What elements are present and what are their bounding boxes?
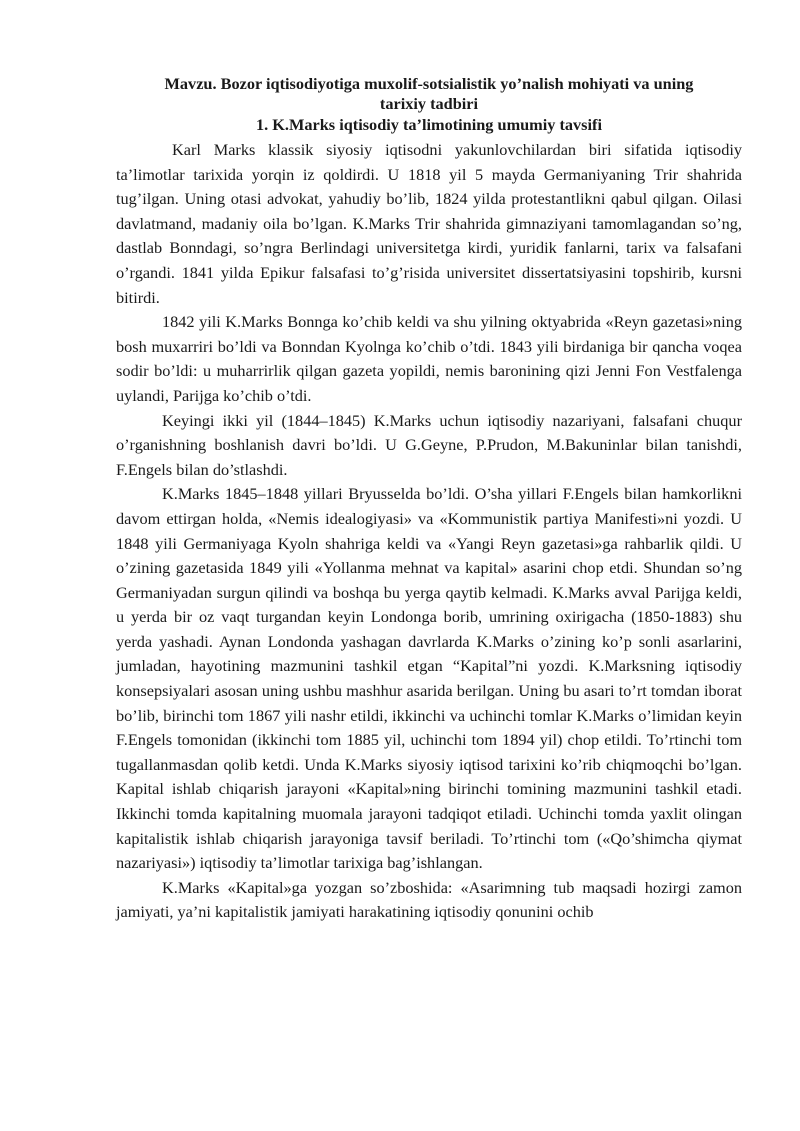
paragraph-3: Keyingi ikki yil (1844–1845) K.Marks uchun iqtisodiy nazariyani, falsafani chuqur o’rganishning boshlanish davri bo’ldi. U G.Geyne, P.Prudon, M.Bakuninlar bilan tanishdi, F.Engels bilan do’stlashdi.	[116, 410, 742, 479]
document-page	[116, 74, 742, 925]
paragraph-2: 1842 yili K.Marks Bonnga ko’chib keldi va shu yilning oktyabrida «Reyn gazetasi»ning bosh muxarriri bo’ldi va Bonndan Kyolnga ko’chib o’tdi. 1843 yili birdaniga bir qancha voqea sodir bo’ldi: u muharrirlik qilgan gazeta yopildi, nemis baronining qizi Jenni Fon Vestfalenga uylandi, Parijga ko’chib o’tdi.	[116, 312, 742, 405]
section-heading: 1. K.Marks iqtisodiy ta’limotining umumiy tavsifi	[255, 115, 602, 134]
paragraph-1: Karl Marks klassik siyosiy iqtisodni yakunlovchilardan biri sifatida iqtisodiy ta’limotlar tarixida yorqin iz qoldirdi. U 1818 yil 5 mayda Germaniyaning Trir shahrida tug’ilgan. Uning otasi advokat, yahudiy bo’lib, 1824 yilda protestantlikni qabul qilgan. Oilasi davlatmand, madaniy oila bo’lgan. K.Marks Trir shahrida gimnaziyani tamomlagandan so’ng, dastlab Bonndagi, so’ngra Berlindagi universitetga kirdi, yuridik fanlarni, tarix va falsafani o’rgandi. 1841 yilda Epikur falsafasi to’g’risida universitet dissertatsiyasini topshirib, kursni bitirdi.	[116, 140, 742, 307]
document-title-line-2: tarixiy tadbiri	[379, 94, 479, 113]
paragraph-5: K.Marks «Kapital»ga yozgan so’zboshida: «Asarimning tub maqsadi hozirgi zamon jamiyati, ya’ni kapitalistik jamiyati harakatining iqtisodiy qonunini ochib	[116, 877, 742, 922]
document-title-line-1: Mavzu. Bozor iqtisodiyotiga muxolif-sotsialistik yo’nalish mohiyati va uning	[164, 74, 694, 93]
paragraph-4: K.Marks 1845–1848 yillari Bryusselda bo’ldi. O’sha yillari F.Engels bilan hamkorlikni davom ettirgan holda, «Nemis idealogiyasi» va «Kommunistik partiya Manifesti»ni yozdi. U 1848 yili Germaniyaga Kyoln shahriga keldi va «Yangi Reyn gazetasi»ga rahbarlik qildi. U o’zining gazetasida 1849 yili «Yollanma mehnat va kapital» asarini chop etdi. Shundan so’ng Germaniyadan surgun qilindi va boshqa bu yerga qaytib kelmadi. K.Marks avval Parijga keldi, u yerda bir oz vaqt turgandan keyin Londonga borib, umrining oxirigacha (1850-1883) shu yerda yashadi. Aynan Londonda yashagan davrlarda K.Marks o’zining ko’p sonli asarlarini, jumladan, hayotining mazmunini tashkil etgan “Kapital”ni yozdi. K.Marksning iqtisodiy konsepsiyalari asosan uning ushbu mashhur asarida berilgan. Uning bu asari to’rt tomdan iborat bo’lib, birinchi tom 1867 yili nashr etildi, ikkinchi va uchinchi tomlar K.Marks o’limidan keyin F.Engels tomonidan (ikkinchi tom 1885 yil, uchinchi tom 1894 yil) chop etildi. To’rtinchi tom tugallanmasdan qolib ketdi. Unda K.Marks siyosiy iqtisod tarixini ko’rib chiqmoqchi bo’lgan. Kapital ishlab chiqarish jarayoni «Kapital»ning birinchi tomining mazmunini tashkil etadi. Ikkinchi tomda kapitalning muomala jarayoni tadqiqot etiladi. Uchinchi tomda yaxlit olingan kapitalistik ishlab chiqarish jarayoniga tavsif beriladi. To’rtinchi tom («Qo’shimcha qiymat nazariyasi») iqtisodiy ta’limotlar tarixiga bag’ishlangan.	[116, 484, 742, 873]
